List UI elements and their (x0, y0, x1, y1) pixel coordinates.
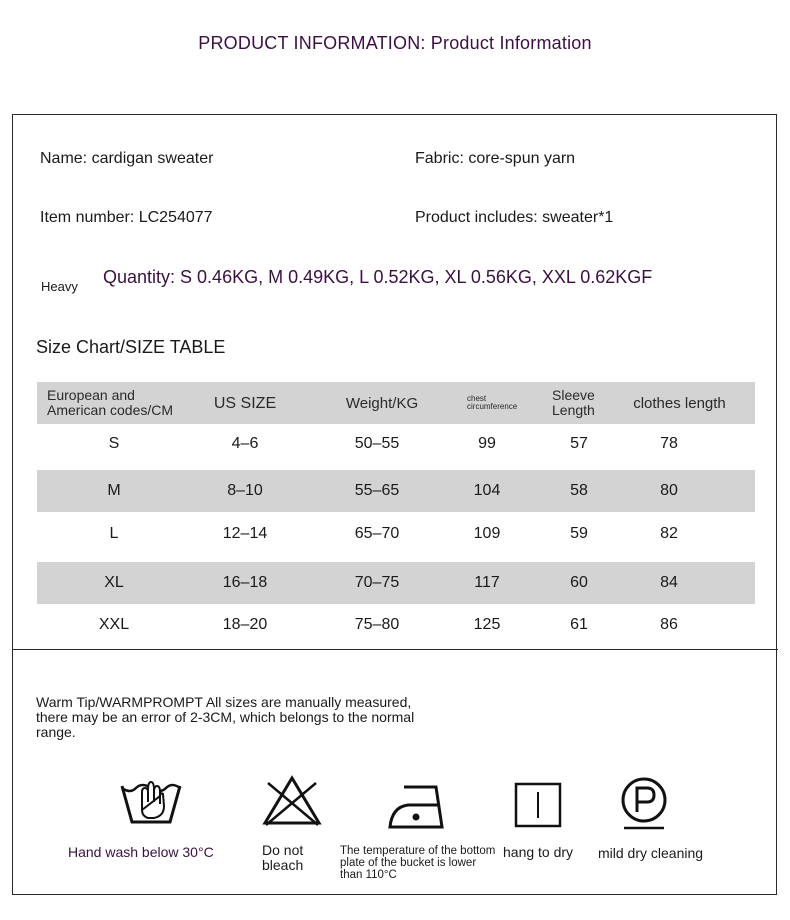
cell-length: 86 (660, 616, 678, 633)
cell-chest: 104 (473, 482, 501, 499)
header-weight: Weight/KG (345, 394, 419, 412)
cell-weight: 55–65 (354, 482, 400, 499)
cell-weight: 65–70 (354, 525, 400, 542)
table-row (37, 470, 755, 512)
cell-sleeve: 61 (570, 616, 588, 633)
table-row (37, 513, 755, 555)
product-name: Name: cardigan sweater (40, 150, 214, 167)
care-label-dry-clean: mild dry cleaning (598, 845, 704, 861)
cell-weight: 70–75 (354, 574, 400, 591)
cell-length: 78 (660, 435, 678, 452)
cell-code: M (107, 482, 121, 499)
cell-chest: 109 (473, 525, 501, 542)
cell-sleeve: 58 (570, 482, 588, 499)
heavy-label: Heavy (41, 279, 78, 294)
cell-us-size: 18–20 (222, 616, 268, 633)
hang-dry-icon (514, 782, 562, 828)
hand-wash-icon (118, 776, 184, 832)
item-number: Item number: LC254077 (40, 209, 213, 226)
warm-tip: Warm Tip/WARMPROMPT All sizes are manually measured, there may be an error of 2-3CM, which belongs to the normal range. (36, 694, 415, 740)
cell-chest: 125 (473, 616, 501, 633)
care-label-hand-wash: Hand wash below 30°C (68, 844, 214, 860)
cell-us-size: 4–6 (231, 435, 259, 452)
cell-length: 84 (660, 574, 678, 591)
cell-code: L (109, 525, 119, 542)
cell-sleeve: 59 (570, 525, 588, 542)
table-row (37, 562, 755, 604)
no-bleach-icon (262, 775, 322, 827)
cell-code: XL (104, 574, 124, 591)
cell-length: 80 (660, 482, 678, 499)
header-us-size: US SIZE (213, 394, 277, 412)
product-fabric: Fabric: core-spun yarn (415, 150, 576, 167)
iron-icon (386, 783, 446, 831)
cell-weight: 75–80 (354, 616, 400, 633)
cell-sleeve: 57 (570, 435, 588, 452)
section-divider (12, 649, 778, 650)
cell-code: XXL (98, 616, 130, 633)
page-title: PRODUCT INFORMATION: Product Information (198, 33, 592, 53)
cell-us-size: 16–18 (222, 574, 268, 591)
size-table-header (37, 382, 755, 424)
table-row (37, 604, 755, 646)
care-label-no-bleach: Do not bleach (262, 842, 304, 873)
header-sleeve: Sleeve Length (552, 387, 595, 418)
cell-chest: 117 (474, 574, 500, 591)
cell-weight: 50–55 (354, 435, 400, 452)
header-eu-codes: European and American codes/CM (47, 387, 174, 418)
cell-sleeve: 60 (570, 574, 588, 591)
header-clothes-length: clothes length (633, 394, 726, 412)
cell-length: 82 (660, 525, 678, 542)
cell-us-size: 8–10 (227, 482, 263, 499)
header-chest: chest circumference (467, 394, 518, 411)
care-label-hang-dry: hang to dry (503, 844, 574, 860)
dry-clean-icon (618, 777, 670, 831)
cell-code: S (108, 435, 120, 452)
product-includes: Product includes: sweater*1 (415, 209, 614, 226)
table-row (37, 423, 755, 465)
care-label-iron: The temperature of the bottom plate of the bucket is lower than 110°C (340, 845, 496, 881)
weight-quantity: Quantity: S 0.46KG, M 0.49KG, L 0.52KG, XL 0.56KG, XXL 0.62KGF (103, 267, 653, 287)
size-chart-title: Size Chart/SIZE TABLE (36, 337, 226, 357)
cell-us-size: 12–14 (222, 525, 268, 542)
cell-chest: 99 (478, 435, 496, 452)
